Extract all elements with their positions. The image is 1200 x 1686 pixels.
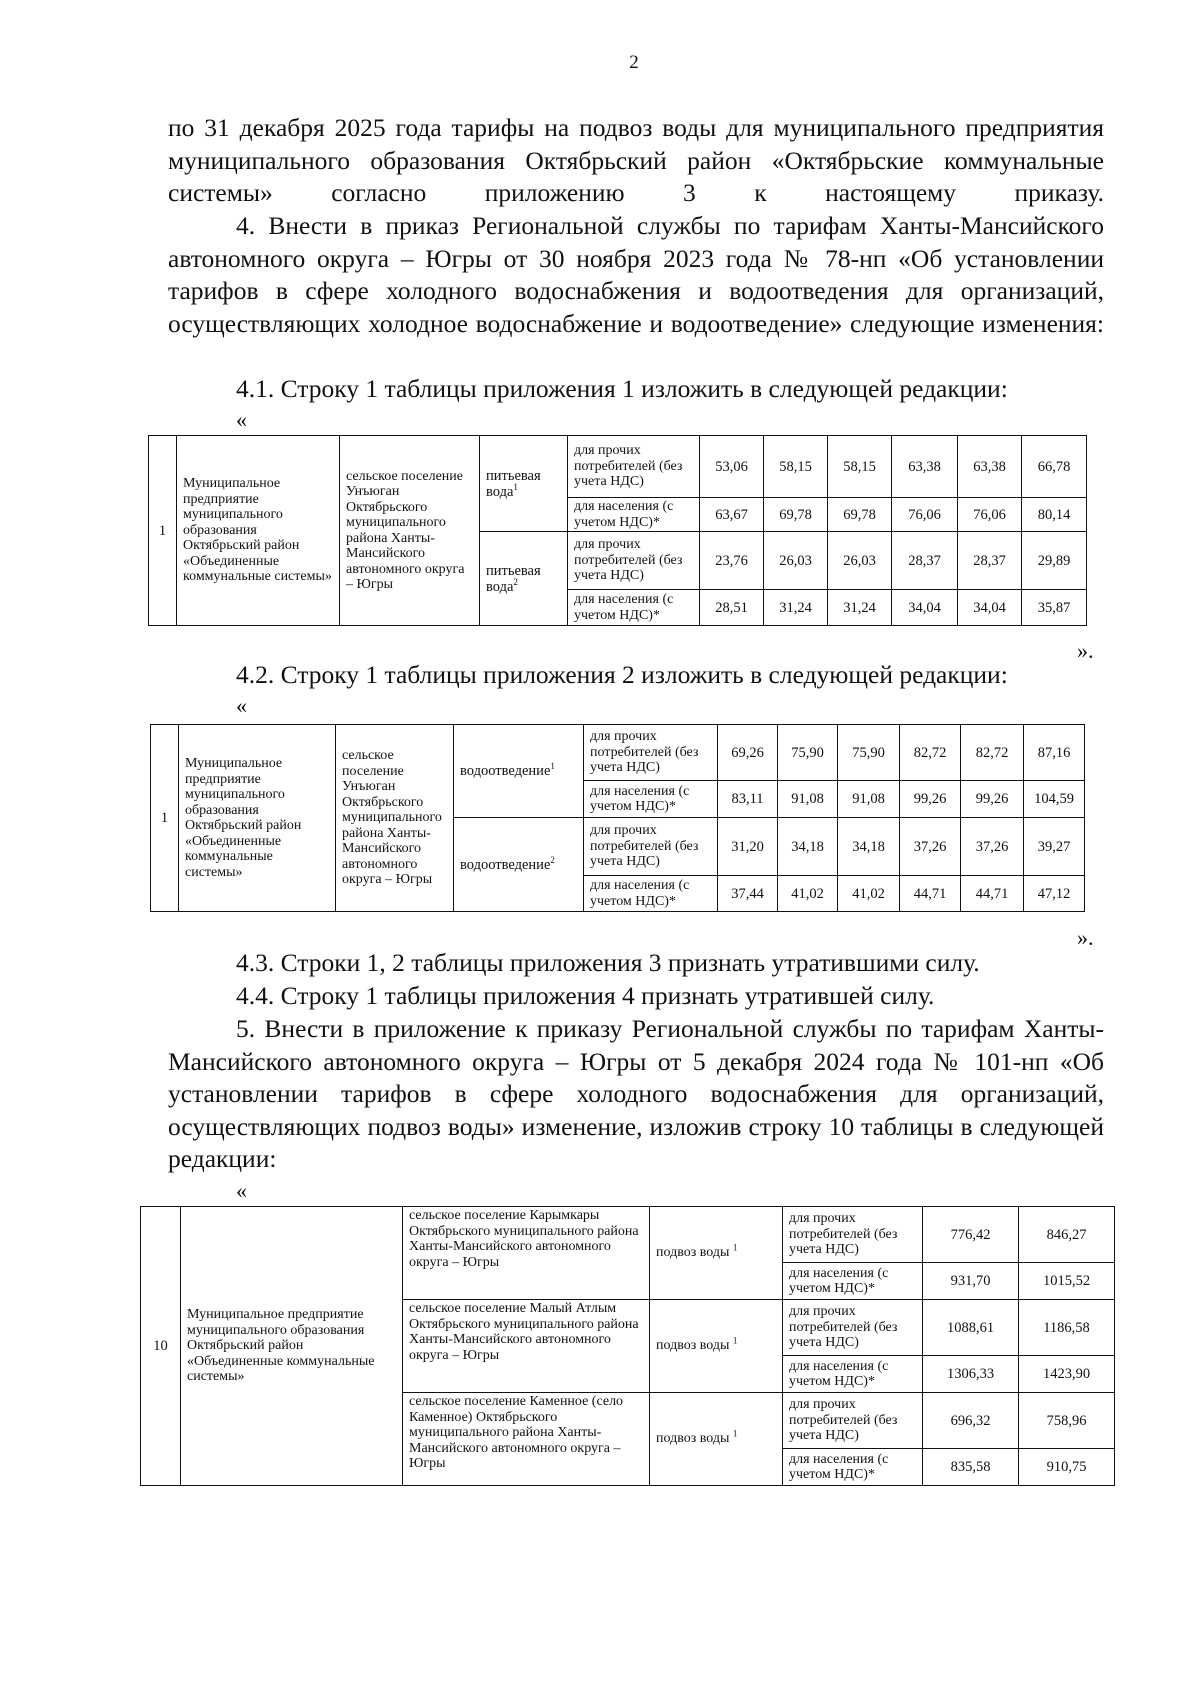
tariff-value: 37,26 <box>961 818 1024 876</box>
paragraph-4: 4. Внести в приказ Региональной службы по тарифам Ханты-Мансийского автономного округа – Югры от 30 ноября 2023 года № 78-нп «Об установлении тарифов в сфере холодного водоснабжения и водоотведения для организаций, осуществляющих холодное водоснабжение и водоотведение» следующие изменения: <box>168 211 1104 338</box>
tariff-value: 44,71 <box>961 876 1024 912</box>
consumer-population-cell: для населения (с учетом НДС)* <box>783 1263 923 1300</box>
quote-close-1: ». <box>1077 638 1094 663</box>
tariff-value: 31,20 <box>718 818 778 876</box>
footnote-mark: 1 <box>513 481 518 492</box>
tariff-value: 758,96 <box>1019 1393 1115 1449</box>
tariff-value: 69,78 <box>828 498 892 532</box>
tariff-value: 83,11 <box>718 781 778 818</box>
organization-cell: Муниципальное предприятие муниципального образования Октябрьский район «Объединенные коммунальные системы» <box>181 1207 403 1486</box>
quote-close-2: ». <box>1077 925 1094 950</box>
territory-cell: сельское поселение Малый Атлым Октябрьского муниципального района Ханты-Мансийского автономного округа – Югры <box>403 1300 650 1393</box>
tariff-value: 41,02 <box>778 876 838 912</box>
consumer-population-cell: для населения (с учетом НДС)* <box>783 1449 923 1486</box>
service-cell <box>454 725 584 818</box>
tariff-value: 34,04 <box>958 590 1022 626</box>
tariff-value: 58,15 <box>764 436 828 498</box>
tariff-value: 91,08 <box>778 781 838 818</box>
tariff-value: 1088,61 <box>923 1300 1019 1356</box>
tariff-value: 28,37 <box>958 532 1022 590</box>
tariff-value: 31,24 <box>828 590 892 626</box>
footnote-mark: 1 <box>732 1242 738 1253</box>
paragraph-3-continuation: по 31 декабря 2025 года тарифы на подвоз воды для муниципального предприятия муниципального образования Октябрьский район «Октябрьские коммунальные системы» согласно приложению 3 к настоящему приказу. <box>168 113 1104 207</box>
row-number: 10 <box>141 1207 181 1486</box>
tariff-value: 47,12 <box>1024 876 1085 912</box>
tariff-value: 1306,33 <box>923 1356 1019 1393</box>
tariff-value: 82,72 <box>900 725 961 781</box>
tariff-value: 846,27 <box>1019 1207 1115 1263</box>
tariff-value: 34,18 <box>778 818 838 876</box>
service-cell <box>650 1393 783 1486</box>
tariff-value: 82,72 <box>961 725 1024 781</box>
tariff-value: 37,44 <box>718 876 778 912</box>
paragraph-4-3: 4.3. Строки 1, 2 таблицы приложения 3 признать утратившими силу. <box>236 948 980 977</box>
service-cell <box>650 1207 783 1300</box>
service-cell <box>480 532 568 626</box>
tariff-value: 31,24 <box>764 590 828 626</box>
service-name: подвоз воды <box>656 1338 730 1353</box>
tariff-value: 58,15 <box>828 436 892 498</box>
tariff-value: 776,42 <box>923 1207 1019 1263</box>
quote-open-1: « <box>236 407 247 432</box>
tariff-value: 696,32 <box>923 1393 1019 1449</box>
tariff-value: 41,02 <box>838 876 900 912</box>
tariff-value: 34,04 <box>892 590 958 626</box>
tariff-value: 76,06 <box>958 498 1022 532</box>
territory-cell: сельское поселение Каменное (село Каменное) Октябрьского муниципального района Ханты-Мансийского автономного округа – Югры <box>403 1393 650 1486</box>
tariff-value: 910,75 <box>1019 1449 1115 1486</box>
row-number: 1 <box>149 436 177 626</box>
quote-open-2: « <box>236 693 247 718</box>
service-name: питьевая вода <box>486 562 541 595</box>
tariff-value: 1186,58 <box>1019 1300 1115 1356</box>
consumer-other-cell: для прочих потребителей (без учета НДС) <box>783 1393 923 1449</box>
paragraph-4-2: 4.2. Строку 1 таблицы приложения 2 изложить в следующей редакции: <box>236 660 1008 689</box>
service-name: питьевая вода <box>486 467 541 500</box>
territory-cell: сельское поселение Унъюган Октябрьского муниципального района Ханты-Мансийского автономного округа – Югры <box>336 725 454 912</box>
consumer-other-cell: для прочих потребителей (без учета НДС) <box>584 725 718 781</box>
footnote-mark: 1 <box>732 1335 738 1346</box>
page-number: 2 <box>629 52 639 73</box>
tariff-value: 104,59 <box>1024 781 1085 818</box>
tariff-value: 76,06 <box>892 498 958 532</box>
consumer-other-cell: для прочих потребителей (без учета НДС) <box>783 1207 923 1263</box>
service-cell <box>650 1300 783 1393</box>
tariff-value: 69,78 <box>764 498 828 532</box>
tariff-value: 835,58 <box>923 1449 1019 1486</box>
tariff-value: 66,78 <box>1022 436 1087 498</box>
consumer-population-cell: для населения (с учетом НДС)* <box>584 781 718 818</box>
row-number: 1 <box>151 725 179 912</box>
tariff-value: 26,03 <box>764 532 828 590</box>
tariff-value: 53,06 <box>700 436 764 498</box>
tariff-value: 35,87 <box>1022 590 1087 626</box>
footnote-mark: 1 <box>550 761 555 772</box>
tariff-value: 39,27 <box>1024 818 1085 876</box>
tariff-value: 99,26 <box>961 781 1024 818</box>
territory-cell: сельское поселение Карымкары Октябрьского муниципального района Ханты-Мансийского автономного округа – Югры <box>403 1207 650 1300</box>
consumer-population-cell: для населения (с учетом НДС)* <box>584 876 718 912</box>
tariff-value: 931,70 <box>923 1263 1019 1300</box>
consumer-other-cell: для прочих потребителей (без учета НДС) <box>568 532 700 590</box>
consumer-other-cell: для прочих потребителей (без учета НДС) <box>568 436 700 498</box>
consumer-other-cell: для прочих потребителей (без учета НДС) <box>584 818 718 876</box>
organization-cell: Муниципальное предприятие муниципального образования Октябрьский район «Объединенные коммунальные системы» <box>177 436 340 626</box>
service-cell <box>480 436 568 532</box>
tariff-value: 80,14 <box>1022 498 1087 532</box>
table-water-delivery-row <box>140 1206 1115 1486</box>
paragraph-4-4: 4.4. Строку 1 таблицы приложения 4 признать утратившей силу. <box>236 981 935 1010</box>
footnote-mark: 2 <box>513 576 518 587</box>
tariff-value: 34,18 <box>838 818 900 876</box>
tariff-value: 1423,90 <box>1019 1356 1115 1393</box>
consumer-population-cell: для населения (с учетом НДС)* <box>568 498 700 532</box>
tariff-value: 1015,52 <box>1019 1263 1115 1300</box>
tariff-value: 29,89 <box>1022 532 1087 590</box>
service-cell <box>454 818 584 912</box>
service-name: водоотведение <box>460 763 551 779</box>
quote-open-3: « <box>236 1178 247 1203</box>
tariff-value: 63,38 <box>892 436 958 498</box>
tariff-value: 26,03 <box>828 532 892 590</box>
table-appendix-1-row <box>148 435 1087 626</box>
tariff-value: 44,71 <box>900 876 961 912</box>
consumer-other-cell: для прочих потребителей (без учета НДС) <box>783 1300 923 1356</box>
tariff-value: 91,08 <box>838 781 900 818</box>
paragraph-5: 5. Внести в приложение к приказу Региональной службы по тарифам Ханты-Мансийского автономного округа – Югры от 5 декабря 2024 года № 101-нп «Об установлении тарифов в сфере холодного водоснабжения для организаций, осуществляющих подвоз воды» изменение, изложив строку 10 таблицы в следующей редакции: <box>168 1014 1104 1173</box>
tariff-value: 69,26 <box>718 725 778 781</box>
tariff-value: 75,90 <box>838 725 900 781</box>
table-appendix-2-row <box>150 724 1085 912</box>
service-name: подвоз воды <box>656 1431 730 1446</box>
paragraph-4-1: 4.1. Строку 1 таблицы приложения 1 изложить в следующей редакции: <box>236 374 1008 403</box>
tariff-value: 99,26 <box>900 781 961 818</box>
consumer-population-cell: для населения (с учетом НДС)* <box>783 1356 923 1393</box>
tariff-value: 28,37 <box>892 532 958 590</box>
tariff-value: 87,16 <box>1024 725 1085 781</box>
consumer-population-cell: для населения (с учетом НДС)* <box>568 590 700 626</box>
service-name: подвоз воды <box>656 1245 730 1260</box>
service-name: водоотведение <box>460 856 551 873</box>
tariff-value: 23,76 <box>700 532 764 590</box>
footnote-mark: 2 <box>550 854 555 865</box>
tariff-value: 75,90 <box>778 725 838 781</box>
tariff-value: 28,51 <box>700 590 764 626</box>
organization-cell: Муниципальное предприятие муниципального образования Октябрьский район «Объединенные коммунальные системы» <box>179 725 336 912</box>
territory-cell: сельское поселение Унъюган Октябрьского муниципального района Ханты-Мансийского автономного округа – Югры <box>340 436 480 626</box>
footnote-mark: 1 <box>732 1428 738 1439</box>
tariff-value: 37,26 <box>900 818 961 876</box>
tariff-value: 63,67 <box>700 498 764 532</box>
tariff-value: 63,38 <box>958 436 1022 498</box>
